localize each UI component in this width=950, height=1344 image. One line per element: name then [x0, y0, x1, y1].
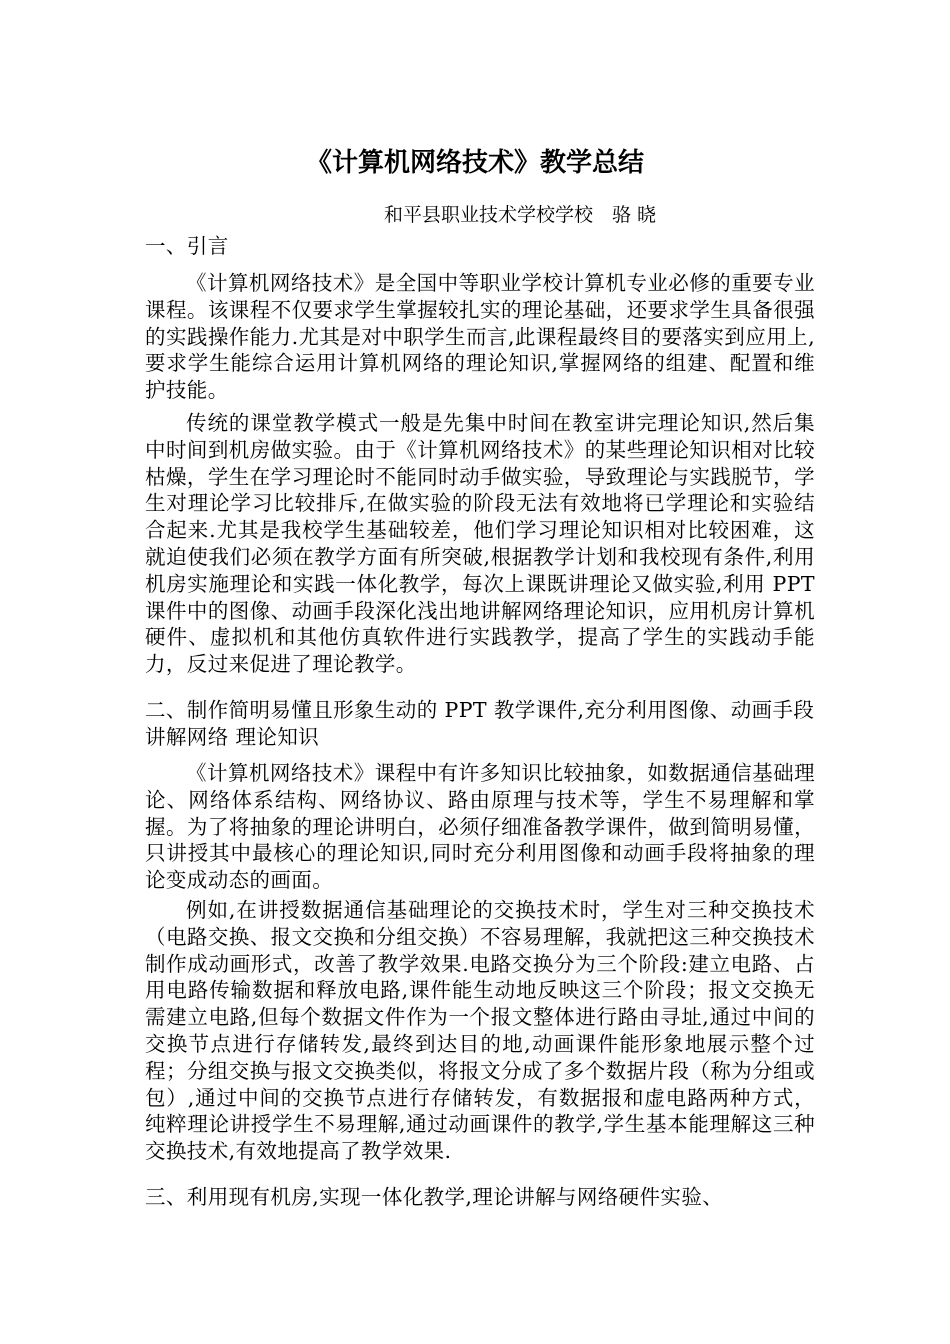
paragraph-4: 例如,在讲授数据通信基础理论的交换技术时，学生对三种交换技术（电路交换、报文交换和分组交换）不容易理解，我就把这三种交换技术制作成动画形式，改善了教学效果.电路交换分为三个阶段:建立电路、占用电路传输数据和释放电路,课件能生动地反映这三个阶段；报文交换无需建立电路,但每个数据文件作为一个报文整体进行路由寻址,通过中间的交换节点进行存储转发,最终到达目的地,动画课件能形象地展示整个过程；分组交换与报文交换类似，将报文分成了多个数据片段（称为分组或包）,通过中间的交换节点进行存储转发，有数据报和虚电路两种方式，纯粹理论讲授学生不易理解,通过动画课件的教学,学生基本能理解这三种交换技术,有效地提高了教学效果.	[145, 898, 815, 1164]
document-title: 《计算机网络技术》教学总结	[305, 148, 644, 178]
paragraph-2: 传统的课堂教学模式一般是先集中时间在教室讲完理论知识,然后集中时间到机房做实验。由于《计算机网络技术》的某些理论知识相对比较枯燥，学生在学习理论时不能同时动手做实验，导致理论与实践脱节，学生对理论学习比较排斥,在做实验的阶段无法有效地将已学理论和实验结合起来.尤其是我校学生基础较差，他们学习理论知识相对比较困难，这就迫使我们必须在教学方面有所突破,根据教学计划和我校现有条件,利用机房实施理论和实践一体化教学，每次上课既讲理论又做实验,利用 PPT 课件中的图像、动画手段深化浅出地讲解网络理论知识，应用机房计算机硬件、虚拟机和其他仿真软件进行实践教学，提高了学生的实践动手能力，反过来促进了理论教学。	[145, 411, 815, 677]
section-heading-2: 二、制作简明易懂且形象生动的 PPT 教学课件,充分利用图像、动画手段讲解网络 理论知识	[145, 698, 815, 749]
author-byline: 和平县职业技术学校学校 骆 晓	[384, 204, 657, 226]
paragraph-3: 《计算机网络技术》课程中有许多知识比较抽象，如数据通信基础理论、网络体系结构、网络协议、路由原理与技术等，学生不易理解和掌握。为了将抽象的理论讲明白，必须仔细准备教学课件，做到简明易懂，只讲授其中最核心的理论知识,同时充分利用图像和动画手段将抽象的理论变成动态的画面。	[145, 761, 815, 893]
section-heading-1: 一、引言	[145, 234, 229, 258]
paragraph-1: 《计算机网络技术》是全国中等职业学校计算机专业必修的重要专业课程。该课程不仅要求学生掌握较扎实的理论基础，还要求学生具备很强的实践操作能力.尤其是对中职学生而言,此课程最终目的要落实到应用上,要求学生能综合运用计算机网络的理论知识,掌握网络的组建、配置和维护技能。	[145, 271, 815, 403]
section-heading-3: 三、利用现有机房,实现一体化教学,理论讲解与网络硬件实验、	[145, 1185, 724, 1209]
